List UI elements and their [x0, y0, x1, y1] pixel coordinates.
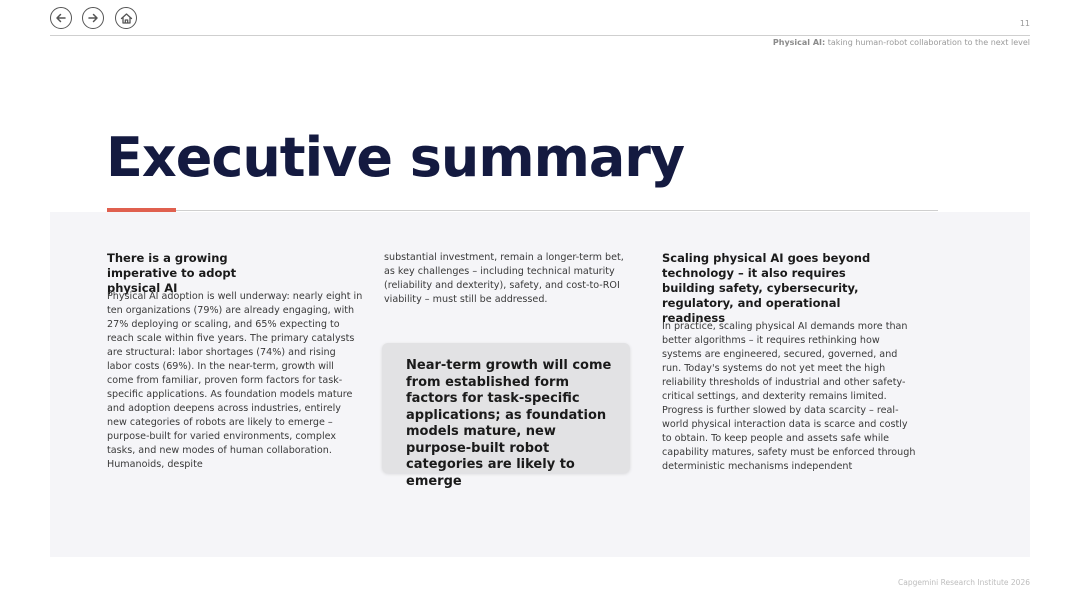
arrow-left-icon [55, 12, 67, 24]
column3-heading: Scaling physical AI goes beyond technology – it also requires building safety, cybersecurity, regulatory, and operational readiness [662, 251, 871, 325]
back-button[interactable] [50, 7, 72, 29]
column3-body: In practice, scaling physical AI demands more than better algorithms – it requires rethinking how systems are engineered, secured, governed, and run. Today's systems do not yet meet the high reliability thresholds of industrial and other safety-critical settings, and dexterity remains limited. Progress is further slowed by data scarcity – real-world physical interaction data is scarce and costly to obtain. To keep people and assets safe while capability matures, safety must be enforced through deterministic mechanisms independent [662, 321, 916, 472]
home-icon [120, 12, 133, 25]
home-button[interactable] [115, 7, 137, 29]
column2-body: substantial investment, remain a longer-term bet, as key challenges – including technical maturity (reliability and dexterity), safety, and cost-to-ROI viability – must still be addressed. [384, 252, 624, 305]
copyright: Capgemini Research Institute 2026 [898, 578, 1030, 587]
header-divider [50, 35, 1030, 36]
report-subtitle [773, 38, 1030, 47]
title-accent-bar [107, 208, 176, 212]
arrow-right-icon [87, 12, 99, 24]
forward-button[interactable] [82, 7, 104, 29]
report-subtitle-rest: taking human-robot collaboration to the next level [825, 38, 1030, 47]
title-divider [176, 210, 938, 211]
callout-text: Near-term growth will come from established form factors for task-specific applications; as foundation models mature, new purpose-built robot categories are likely to emerge [406, 358, 612, 489]
callout-box [382, 343, 630, 489]
report-subtitle-bold: Physical AI: [772, 38, 826, 47]
column1-body: Physical AI adoption is well underway: nearly eight in ten organizations (79%) are already engaging, with 27% deploying or scaling, and 65% expecting to reach scale within five years. The primary catalysts are structural: labor shortages (74%) and rising labor costs (69%). In the near-term, growth will come from familiar, proven form factors for task-specific applications. As foundation models mature and adoption deepens across industries, entirely new categories of robots are likely to emerge – purpose-built for varied environments, complex tasks, and new modes of human collaboration. Humanoids, despite [107, 291, 363, 470]
page-title: Executive summary [106, 126, 685, 189]
column1-heading: There is a growing imperative to adopt physical AI [107, 251, 237, 295]
page-number: 11 [1019, 19, 1030, 28]
